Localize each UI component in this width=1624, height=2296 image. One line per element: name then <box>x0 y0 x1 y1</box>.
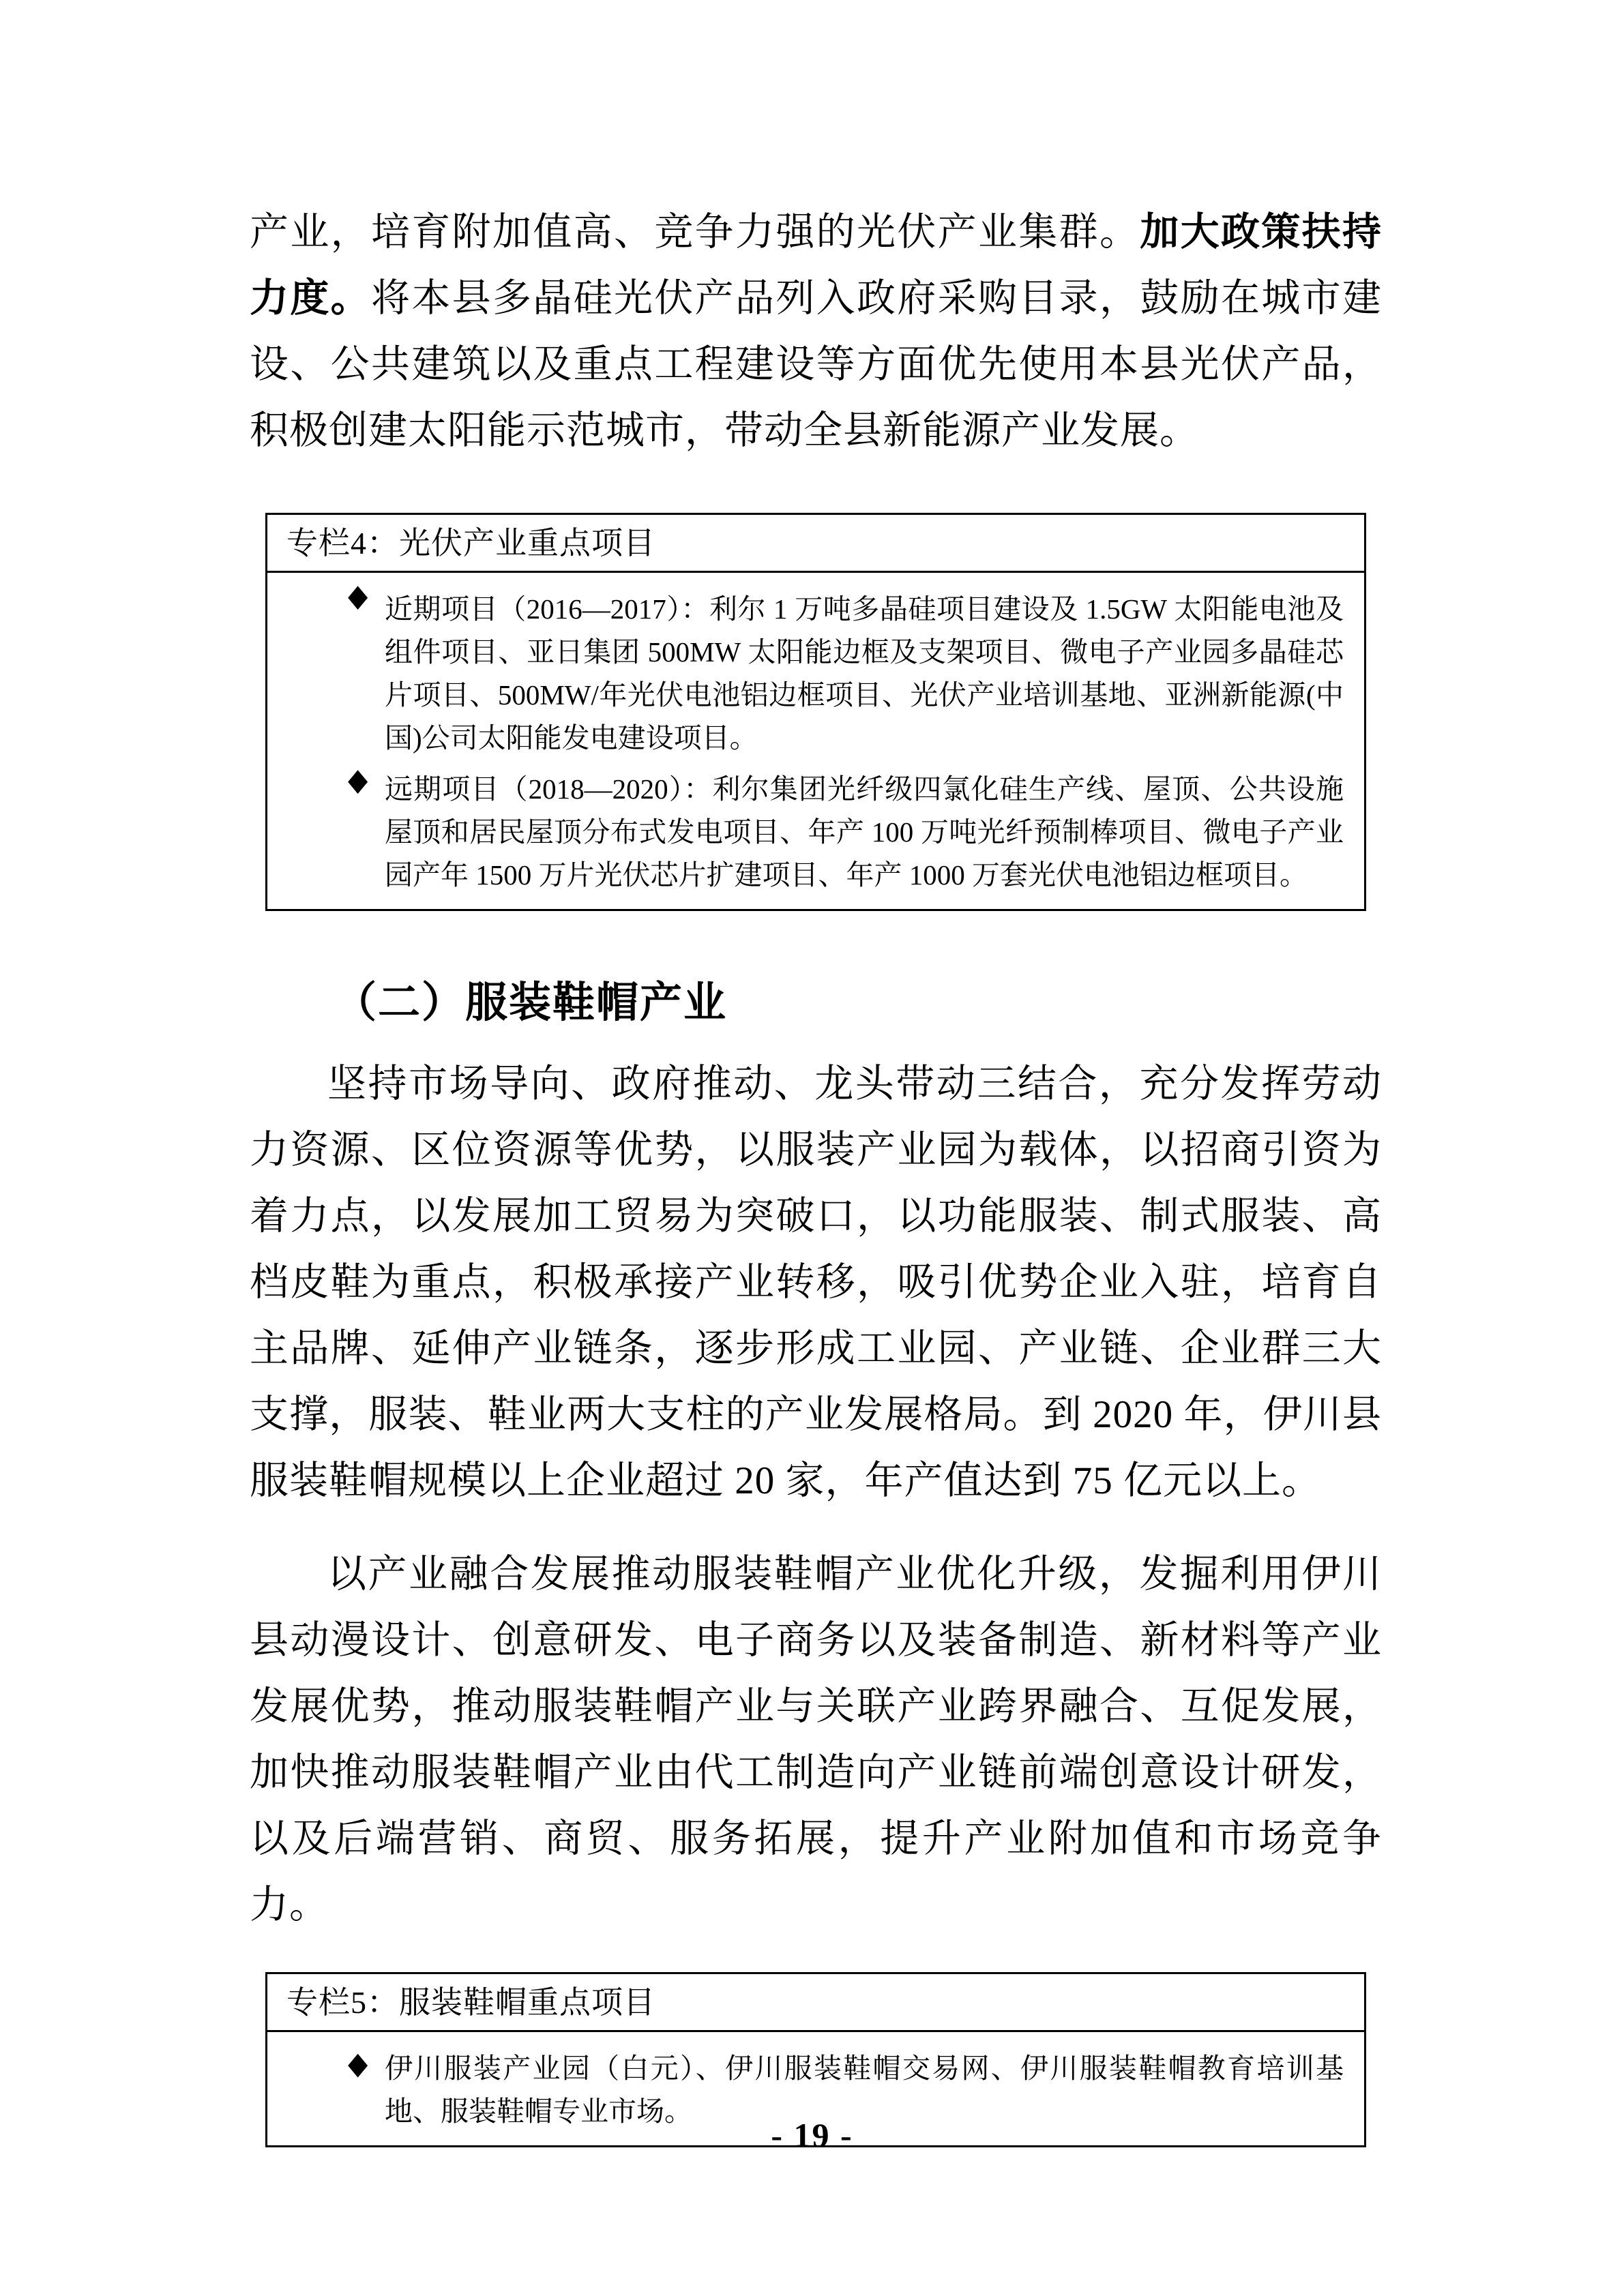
diamond-bullet-icon: ◆ <box>348 578 368 614</box>
page-content <box>250 199 1382 2147</box>
list-item-text: 伊川服装产业园（白元）、伊川服装鞋帽交易网、伊川服装鞋帽教育培训基地、服装鞋帽专业市场。 <box>385 2053 1344 2127</box>
section-heading: （二）服装鞋帽产业 <box>334 979 728 1026</box>
page-number: - 19 - <box>771 2116 853 2154</box>
list-item-text: 近期项目（2016—2017）：利尔 1 万吨多晶硅项目建设及 1.5GW 太阳能电池及组件项目、亚日集团 500MW 太阳能边框及支架项目、微电子产业园多晶硅芯片项目、500MW/年光伏电池铝边框项目、光伏产业培训基地、亚洲新能源(中国)公司太阳能发电建设项目。 <box>385 593 1344 754</box>
list-item-text: 远期项目（2018—2020）：利尔集团光纤级四氯化硅生产线、屋顶、公共设施屋顶和居民屋顶分布式发电项目、年产 100 万吨光纤预制棒项目、微电子产业园产年 1500 万片光伏芯片扩建项目、年产 1000 万套光伏电池铝边框项目。 <box>385 773 1344 891</box>
diamond-bullet-icon: ◆ <box>348 2046 368 2081</box>
column-box-4-title: 专栏4：光伏产业重点项目 <box>267 515 1364 573</box>
paragraph-apparel-integration: 以产业融合发展推动服装鞋帽产业优化升级，发掘利用伊川县动漫设计、创意研发、电子商务以及装备制造、新材料等产业发展优势，推动服装鞋帽产业与关联产业跨界融合、互促发展，加快推动服装鞋帽产业由代工制造向产业链前端创意设计研发，以及后端营销、商贸、服务拓展，提升产业附加值和市场竞争力。 <box>250 1553 1382 1926</box>
diamond-bullet-icon: ◆ <box>348 763 368 798</box>
paragraph-text: 将本县多晶硅光伏产品列入政府采购目录，鼓励在城市建设、公共建筑以及重点工程建设等方面优先使用本县光伏产品，积极创建太阳能示范城市，带动全县新能源产业发展。 <box>250 277 1382 452</box>
paragraph-photovoltaic <box>250 199 1382 464</box>
column-box-5-title: 专栏5：服装鞋帽重点项目 <box>267 1974 1364 2032</box>
paragraph-apparel-goals: 坚持市场导向、政府推动、龙头带动三结合，充分发挥劳动力资源、区位资源等优势，以服装产业园为载体，以招商引资为着力点，以发展加工贸易为突破口，以功能服装、制式服装、高档皮鞋为重点，积极承接产业转移，吸引优势企业入驻，培育自主品牌、延伸产业链条，逐步形成工业园、产业链、企业群三大支撑，服装、鞋业两大支柱的产业发展格局。到 2020 年，伊川县服装鞋帽规模以上企业超过 20 家，年产值达到 75 亿元以上。 <box>250 1062 1382 1502</box>
column-box-4-body <box>267 573 1364 909</box>
list-item <box>348 763 1344 897</box>
bold-emphasis-text: 加大政策扶持力度。 <box>250 210 1383 320</box>
paragraph-text: 产业，培育附加值高、竞争力强的光伏产业集群。 <box>250 211 1140 254</box>
column-box-4 <box>265 513 1366 911</box>
list-item <box>348 578 1344 760</box>
